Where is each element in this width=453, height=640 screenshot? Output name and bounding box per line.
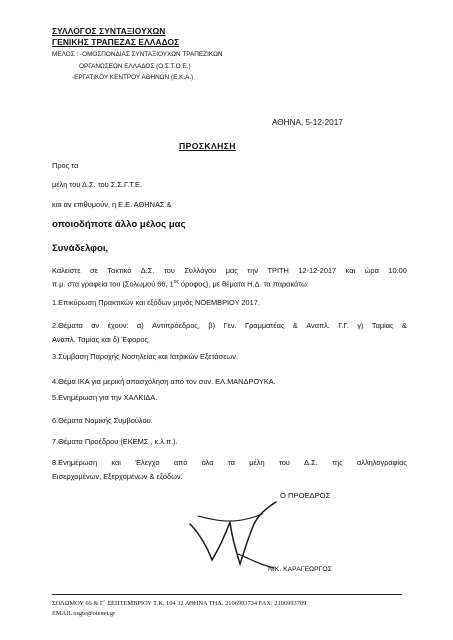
word: όλα [201,458,214,467]
letter-date: ΑΘΗΝΑ, 5-12-2017 [272,118,343,127]
word: έχουν: [107,321,129,330]
word: και [345,266,356,275]
word: Έλεγχο [135,458,160,467]
agenda-item-8-line1 [52,458,407,467]
word: 12-12-2017 [298,266,337,275]
word: 10:00 [388,266,407,275]
word: αν [91,321,100,330]
word: & [402,321,407,330]
agenda-item-2-line2: Αναπλ. Ταμίας και δ) Έφορος. [52,335,151,344]
membership-line2: ΟΡΓΑΝΩΣΕΩΝ ΕΛΛΑΔΟΣ (Ο.Σ.Τ.Ο.Ε.) [79,63,191,70]
greeting: Συνάδελφοι, [52,243,109,254]
intro-line2-post: όροφος), με θέματα Η.Δ. τα παρακάτω: [178,279,309,289]
intro-line1 [52,266,407,275]
word: ΤΡΙΤΗ [267,266,289,275]
word: Ταμίας [371,321,394,330]
org-name-line2: ΓΕΝΙΚΗΣ ΤΡΑΠΕΖΑΣ ΕΛΛΑΔΟΣ [52,37,180,47]
signatory-role: Ο ΠΡΟΕΔΡΟΣ [280,491,331,500]
word: β) [208,321,216,330]
word: τα [227,458,235,467]
word: μας [225,266,238,275]
footer-address: ΣΟΛΩΜΟΥ 66 & Γ΄ ΣΕΠΤΕΜΒΡΙΟΥ Τ.Κ. 104 32 ΑΘΗΝΑ ΤΗΛ. 2106993734 FAX: 2106993709 [52,600,307,607]
intro-line2-sup: ος [173,279,179,285]
word: Δ.Σ. [304,458,318,467]
word: Καλείστε [52,266,81,275]
word: Γεν. [223,321,237,330]
agenda-item-5: 5.Ενημέρωση για την ΧΑΛΚΙΔΑ. [52,393,158,402]
word: την [247,266,259,275]
word: Γ.Γ. [338,321,349,330]
agenda-item-3: 3.Σύμβαση Παροχής Νοσηλείας και Ιατρικών Εξετάσεων. [52,352,239,361]
word: Δ.Σ. [140,266,155,275]
footer-email: EMAIL:ssgte@otenet.gr [52,610,116,617]
word: γ) [357,321,364,330]
footer-divider [52,594,402,595]
word: Αντιπρόεδρος, [152,321,200,330]
handwritten-signature [178,494,288,574]
word: και [111,458,121,467]
signatory-name: ΝΙΚ. ΚΑΡΑΓΕΩΡΓΟΣ [268,566,332,573]
word: 2.Θέματα [52,321,83,330]
agenda-item-2-line1 [52,321,407,330]
letter-title: ΠΡΟΣΚΛΗΣΗ [179,141,236,151]
word: & [292,321,298,330]
word: του [163,266,175,275]
agenda-item-1: 1.Επικύρωση Πρακτικών και εξόδων μηνός ΝΟΕΜΒΡΙΟΥ 2017. [52,298,260,307]
word: της [332,458,343,467]
addressee-line4: οποιοδήποτε άλλο μέλος μας [52,219,186,230]
word: του [278,458,290,467]
word: Τακτικό [107,266,132,275]
word: Συλλόγου [184,266,217,275]
agenda-item-8-line2: Εισερχομένων, Εξερχομένων & εξόδων. [52,472,183,481]
intro-line2-pre: π.μ. στα γραφεία του (Σολωμού 66, 1 [52,279,174,289]
membership-line1: ΜΕΛΟΣ : -ΟΜΟΣΠΟΝΔΙΑΣ ΣΥΝΤΑΞΙΟΥΧΩΝ ΤΡΑΠΕΖΙΚΩΝ [52,51,223,58]
word: Γραμματέας [245,321,285,330]
word: σε [90,266,98,275]
membership-line3: -ΕΡΓΑΤΙΚΟΥ ΚΕΝΤΡΟΥ ΑΘΗΝΩΝ (Ε.Κ.Α.) [72,74,194,81]
addressee-line3: και αν επιθυμούν, η Ε.Ε. ΑΘΗΝΑΣ & [52,200,172,209]
word: α) [136,321,144,330]
word: μέλη [249,458,265,467]
org-name-line1: ΣΥΛΛΟΓΟΣ ΣΥΝΤΑΞΙΟΥΧΩΝ [52,26,166,36]
word: Αναπλ. [306,321,330,330]
addressee-line2: μέλη του Δ.Σ. του Σ.Σ.Γ.Τ.Ε. [52,180,143,189]
addressee-line1: Προς τα [52,161,79,170]
word: ώρα [364,266,379,275]
intro-line2 [52,279,407,288]
agenda-item-6: 6.Θέματα Νομικής Συμβούλου. [52,416,153,425]
word: αλληλογραφίας [357,458,407,467]
agenda-item-7: 7.Θέματα Προέδρου (ΕΚΕΜΣ , κ.λ.π.). [52,437,178,446]
word: από [173,458,188,467]
agenda-item-4: 4.Θέμα ΙΚΑ για μερική απασχόληση από τον συν. ΕΛ.ΜΑΝΔΡΟΥΚΑ. [52,377,276,386]
word: 8.Ενημέρωση [52,458,98,467]
